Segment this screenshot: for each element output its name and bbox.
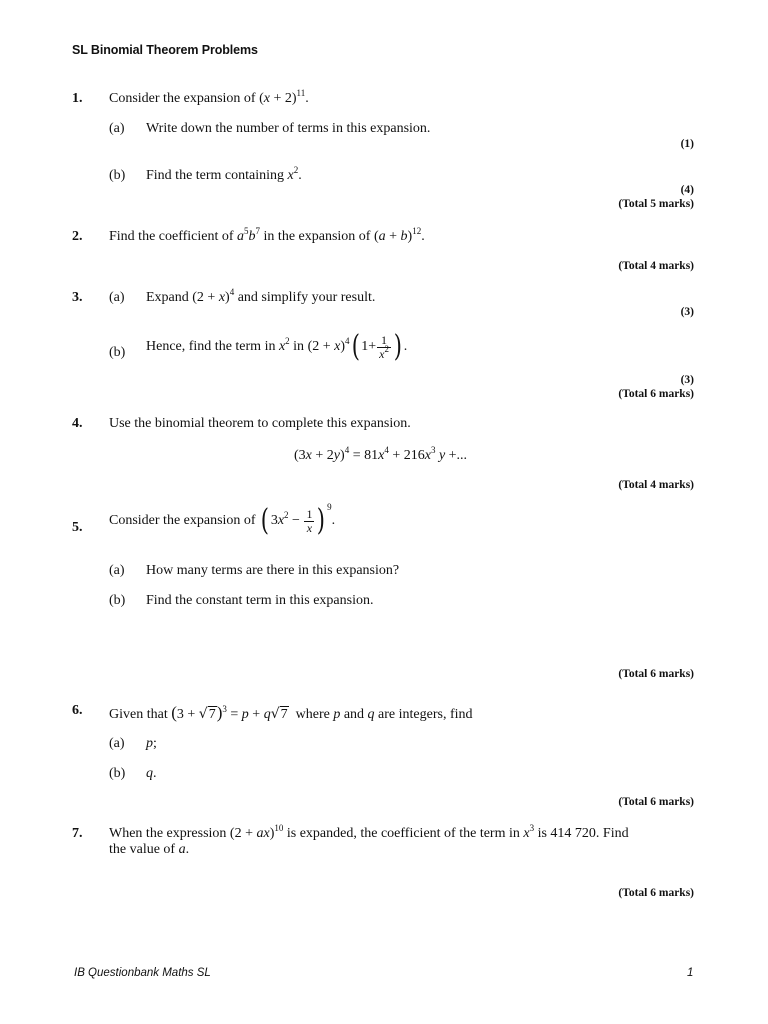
question-5b-text: Find the constant term in this expansion.: [146, 593, 374, 608]
question-3b-text-b: in: [293, 339, 305, 355]
question-2-text-a: Find the coefficient of: [109, 229, 234, 244]
question-7-text-d: the value of: [109, 842, 176, 857]
question-1b: Find the term containing $x^2$.: [146, 165, 302, 183]
question-3a: Expand $(2 + x)^4$ and simplify your result.: [146, 287, 376, 305]
question-number: 4.: [72, 416, 83, 431]
part-label: (b): [109, 168, 126, 183]
part-label: (b): [109, 345, 126, 360]
question-7-text-c: is 414 720. Find: [537, 826, 629, 841]
marks-label: (3): [680, 374, 694, 386]
question-number: 6.: [72, 703, 83, 718]
marks-label: (4): [680, 184, 694, 196]
part-label: (b): [109, 766, 126, 781]
part-label: (a): [109, 736, 125, 751]
question-6-text-b: where: [295, 707, 330, 722]
question-7-text-a: When the expression: [109, 826, 227, 841]
part-label: (a): [109, 563, 125, 578]
question-6-text-a: Given that: [109, 707, 168, 722]
question-number: 3.: [72, 290, 83, 305]
question-6-text: Given that $(3 + √7)^3 = p + q√7$ where p and q are integers, find: [109, 703, 473, 722]
question-7-line-1: When the expression (2 + ax)$^{10}$ is expanded, the coefficient of the term in $x^3$ is 414 720. Find: [109, 823, 629, 841]
fraction: $\frac{1}{x}$: [306, 506, 313, 535]
fraction: $\frac{1}{x^2}$: [379, 332, 389, 361]
part-label: (a): [109, 121, 125, 136]
question-1a-text: Write down the number of terms in this expansion.: [146, 121, 431, 136]
part-label: (b): [109, 593, 126, 608]
total-marks: (Total 6 marks): [618, 887, 694, 899]
total-marks: (Total 5 marks): [618, 198, 694, 210]
question-number: 5.: [72, 520, 83, 535]
question-6a: [146, 736, 157, 752]
question-number: 7.: [72, 826, 83, 841]
question-1-stem: Consider the expansion of $(x + 2)^{11}$.: [109, 88, 309, 106]
variable-p: p: [146, 736, 153, 751]
question-6b: [146, 766, 157, 782]
question-3b: Hence, find the term in $x^2$ in $(2 + x)^4$( 1+ $\frac{1}{x^2}$ ) .: [146, 329, 408, 364]
question-7-line-2: the value of a.: [109, 842, 190, 857]
question-3a-text-b: and simplify your result.: [237, 290, 376, 305]
expansion-equation: $(3x + 2y)^4 = 81x^4 + 216x^3$ y +...: [294, 445, 468, 463]
footer-source: IB Questionbank Maths SL: [74, 967, 211, 979]
total-marks: (Total 6 marks): [618, 388, 694, 400]
total-marks: (Total 4 marks): [618, 479, 694, 491]
question-number: 1.: [72, 91, 83, 106]
question-3b-text-a: Hence, find the term in: [146, 339, 276, 355]
sqrt-7: √7: [198, 706, 216, 722]
question-7-text-b: is expanded, the coefficient of the term in: [286, 826, 520, 841]
variable-q: q: [146, 766, 153, 781]
question-1b-text: Find the term containing: [146, 168, 285, 183]
part-label: (a): [109, 290, 125, 305]
page-number: 1: [687, 967, 694, 979]
marks-label: (1): [680, 138, 694, 150]
question-6-text-d: are integers, find: [378, 707, 473, 722]
question-2-text-b: in the expansion of: [263, 229, 371, 244]
marks-label: (3): [680, 306, 694, 318]
punctuation: .: [153, 766, 157, 781]
question-3a-text-a: Expand: [146, 290, 189, 305]
question-2-text: Find the coefficient of $a^5b^7$ in the expansion of $(a + b)^{12}$.: [109, 226, 425, 244]
question-5a-text: How many terms are there in this expansion?: [146, 563, 400, 578]
question-5-stem: Consider the expansion of ( $3x^2$ − $\frac{1}{x}$ ) $^9$.: [109, 502, 336, 538]
question-1-stem-text: Consider the expansion of: [109, 91, 256, 106]
page-title: SL Binomial Theorem Problems: [72, 43, 258, 57]
sqrt-7: √7: [270, 706, 288, 722]
question-4-text: Use the binomial theorem to complete this expansion.: [109, 416, 411, 431]
total-marks: (Total 6 marks): [618, 668, 694, 680]
punctuation: ;: [153, 736, 157, 751]
question-number: 2.: [72, 229, 83, 244]
question-5-stem-text: Consider the expansion of: [109, 513, 256, 529]
total-marks: (Total 4 marks): [618, 260, 694, 272]
total-marks: (Total 6 marks): [618, 796, 694, 808]
question-6-text-c: and: [343, 707, 365, 722]
